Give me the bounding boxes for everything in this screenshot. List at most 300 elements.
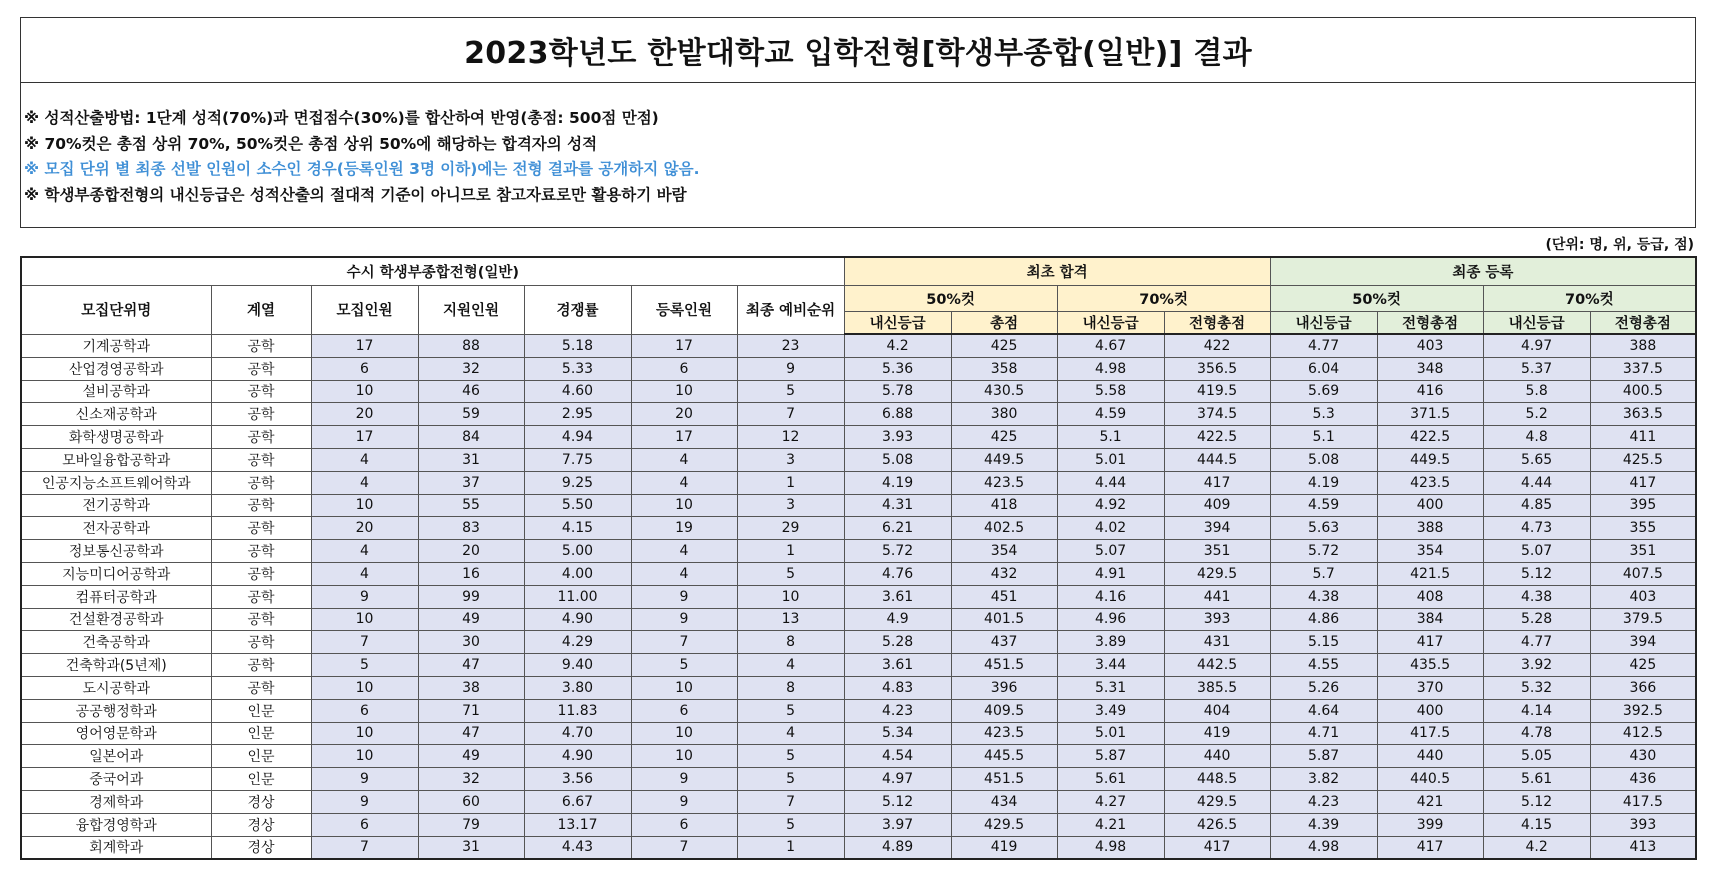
table-cell: 3.61 [844, 585, 951, 608]
table-cell: 4.98 [1057, 357, 1164, 380]
table-cell: 4.97 [844, 768, 951, 791]
table-cell: 425 [951, 426, 1057, 449]
table-cell: 6 [631, 699, 737, 722]
table-cell: 429.5 [951, 813, 1057, 836]
table-cell: 5.00 [524, 540, 631, 563]
table-cell: 409 [1164, 494, 1270, 517]
table-cell: 4.94 [524, 426, 631, 449]
table-cell: 5.87 [1057, 745, 1164, 768]
table-cell: 449.5 [1377, 448, 1483, 471]
table-cell: 358 [951, 357, 1057, 380]
table-cell: 4.8 [1483, 426, 1590, 449]
table-cell: 46 [418, 380, 524, 403]
table-cell: 3.89 [1057, 631, 1164, 654]
table-cell: 6.67 [524, 790, 631, 813]
table-cell: 4.60 [524, 380, 631, 403]
table-cell: 412.5 [1590, 722, 1696, 745]
table-cell: 4.67 [1057, 334, 1164, 357]
table-cell: 403 [1590, 585, 1696, 608]
table-cell: 4 [631, 471, 737, 494]
unit-name-cell: 일본어과 [21, 745, 211, 768]
table-cell: 6 [311, 357, 418, 380]
table-cell: 9 [631, 768, 737, 791]
table-cell: 413 [1590, 836, 1696, 859]
table-cell: 5.32 [1483, 676, 1590, 699]
table-cell: 402.5 [951, 517, 1057, 540]
table-cell: 380 [951, 403, 1057, 426]
table-cell: 351 [1164, 540, 1270, 563]
table-cell: 4.38 [1483, 585, 1590, 608]
table-cell: 4.89 [844, 836, 951, 859]
table-cell: 7 [311, 631, 418, 654]
table-cell: 451 [951, 585, 1057, 608]
col-header-quota: 모집인원 [311, 286, 418, 335]
table-cell: 388 [1590, 334, 1696, 357]
table-cell: 10 [631, 380, 737, 403]
table-cell: 38 [418, 676, 524, 699]
unit-name-cell: 전자공학과 [21, 517, 211, 540]
table-row [21, 562, 1696, 585]
table-cell: 6 [631, 357, 737, 380]
table-row [21, 357, 1696, 380]
table-cell: 432 [951, 562, 1057, 585]
field-cell: 경상 [211, 813, 311, 836]
table-cell: 448.5 [1164, 768, 1270, 791]
table-cell: 417 [1377, 836, 1483, 859]
table-cell: 17 [311, 334, 418, 357]
table-cell: 4.21 [1057, 813, 1164, 836]
table-cell: 449.5 [951, 448, 1057, 471]
table-cell: 10 [631, 745, 737, 768]
table-cell: 419 [951, 836, 1057, 859]
table-cell: 31 [418, 836, 524, 859]
table-cell: 5.87 [1270, 745, 1377, 768]
final-cut70-score: 전형총점 [1590, 312, 1696, 335]
table-cell: 337.5 [1590, 357, 1696, 380]
table-cell: 11.83 [524, 699, 631, 722]
table-cell: 5 [737, 380, 844, 403]
col-header-field: 계열 [211, 286, 311, 335]
table-cell: 4.31 [844, 494, 951, 517]
table-cell: 403 [1377, 334, 1483, 357]
table-cell: 10 [311, 676, 418, 699]
table-cell: 4.98 [1270, 836, 1377, 859]
table-cell: 23 [737, 334, 844, 357]
table-cell: 417 [1377, 631, 1483, 654]
table-cell: 423.5 [951, 471, 1057, 494]
table-cell: 49 [418, 608, 524, 631]
table-cell: 9 [311, 790, 418, 813]
table-cell: 5 [737, 699, 844, 722]
table-cell: 5.65 [1483, 448, 1590, 471]
col-header-unit: 모집단위명 [21, 286, 211, 335]
table-cell: 5.18 [524, 334, 631, 357]
table-cell: 437 [951, 631, 1057, 654]
table-cell: 440 [1377, 745, 1483, 768]
field-cell: 공학 [211, 471, 311, 494]
table-cell: 16 [418, 562, 524, 585]
table-cell: 417.5 [1377, 722, 1483, 745]
table-cell: 363.5 [1590, 403, 1696, 426]
unit-name-cell: 경제학과 [21, 790, 211, 813]
table-cell: 370 [1377, 676, 1483, 699]
table-cell: 4.59 [1270, 494, 1377, 517]
table-cell: 3.97 [844, 813, 951, 836]
table-cell: 4.00 [524, 562, 631, 585]
final-cut50-score: 전형총점 [1377, 312, 1483, 335]
table-cell: 5 [737, 562, 844, 585]
table-cell: 5.61 [1057, 768, 1164, 791]
table-cell: 4 [311, 471, 418, 494]
field-cell: 공학 [211, 608, 311, 631]
unit-name-cell: 건축학과(5년제) [21, 654, 211, 677]
table-cell: 451.5 [951, 768, 1057, 791]
table-cell: 4.77 [1483, 631, 1590, 654]
table-cell: 4.29 [524, 631, 631, 654]
table-cell: 5.07 [1483, 540, 1590, 563]
table-cell: 4.14 [1483, 699, 1590, 722]
col-header-competition: 경쟁률 [524, 286, 631, 335]
table-cell: 4.92 [1057, 494, 1164, 517]
table-cell: 10 [631, 494, 737, 517]
table-cell: 408 [1377, 585, 1483, 608]
table-cell: 7 [737, 403, 844, 426]
table-cell: 3.44 [1057, 654, 1164, 677]
table-cell: 3.92 [1483, 654, 1590, 677]
table-cell: 3.82 [1270, 768, 1377, 791]
col-header-waitlist: 최종 예비순위 [737, 286, 844, 335]
table-cell: 6.04 [1270, 357, 1377, 380]
table-cell: 6.21 [844, 517, 951, 540]
table-cell: 394 [1590, 631, 1696, 654]
table-cell: 429.5 [1164, 790, 1270, 813]
table-cell: 4.44 [1483, 471, 1590, 494]
unit-name-cell: 설비공학과 [21, 380, 211, 403]
table-cell: 37 [418, 471, 524, 494]
table-cell: 1 [737, 836, 844, 859]
field-cell: 공학 [211, 403, 311, 426]
page-title: 2023학년도 한밭대학교 입학전형[학생부종합(일반)] 결과 [21, 18, 1695, 83]
table-cell: 17 [311, 426, 418, 449]
table-cell: 4.43 [524, 836, 631, 859]
unit-name-cell: 건설환경공학과 [21, 608, 211, 631]
table-cell: 434 [951, 790, 1057, 813]
table-cell: 4.59 [1057, 403, 1164, 426]
table-cell: 5.34 [844, 722, 951, 745]
table-cell: 379.5 [1590, 608, 1696, 631]
table-row [21, 334, 1696, 357]
table-cell: 5.01 [1057, 722, 1164, 745]
table-cell: 445.5 [951, 745, 1057, 768]
section-title: 수시 학생부종합전형(일반) [21, 257, 844, 286]
table-cell: 20 [311, 403, 418, 426]
table-cell: 351 [1590, 540, 1696, 563]
table-cell: 79 [418, 813, 524, 836]
table-cell: 4.76 [844, 562, 951, 585]
table-cell: 9 [737, 357, 844, 380]
table-cell: 13.17 [524, 813, 631, 836]
table-cell: 5.12 [1483, 790, 1590, 813]
field-cell: 공학 [211, 517, 311, 540]
table-cell: 440 [1164, 745, 1270, 768]
table-cell: 5.12 [1483, 562, 1590, 585]
table-cell: 84 [418, 426, 524, 449]
table-cell: 348 [1377, 357, 1483, 380]
unit-name-cell: 화학생명공학과 [21, 426, 211, 449]
table-cell: 10 [311, 494, 418, 517]
table-cell: 5.2 [1483, 403, 1590, 426]
field-cell: 경상 [211, 836, 311, 859]
table-row [21, 699, 1696, 722]
table-cell: 5 [631, 654, 737, 677]
table-cell: 441 [1164, 585, 1270, 608]
table-cell: 3.61 [844, 654, 951, 677]
table-cell: 422.5 [1164, 426, 1270, 449]
table-cell: 423.5 [951, 722, 1057, 745]
unit-name-cell: 신소재공학과 [21, 403, 211, 426]
table-cell: 4.90 [524, 608, 631, 631]
table-cell: 7 [631, 836, 737, 859]
field-cell: 인문 [211, 699, 311, 722]
table-cell: 431 [1164, 631, 1270, 654]
table-cell: 4.19 [1270, 471, 1377, 494]
table-cell: 393 [1590, 813, 1696, 836]
table-cell: 423.5 [1377, 471, 1483, 494]
table-cell: 4.55 [1270, 654, 1377, 677]
table-row [21, 494, 1696, 517]
table-cell: 4.83 [844, 676, 951, 699]
table-cell: 355 [1590, 517, 1696, 540]
table-cell: 5.3 [1270, 403, 1377, 426]
table-cell: 1 [737, 471, 844, 494]
table-cell: 393 [1164, 608, 1270, 631]
table-cell: 435.5 [1377, 654, 1483, 677]
table-cell: 417.5 [1590, 790, 1696, 813]
table-cell: 9 [631, 790, 737, 813]
table-cell: 4.98 [1057, 836, 1164, 859]
table-cell: 5.61 [1483, 768, 1590, 791]
table-cell: 4.39 [1270, 813, 1377, 836]
table-cell: 5.72 [844, 540, 951, 563]
field-cell: 공학 [211, 380, 311, 403]
table-row [21, 676, 1696, 699]
table-cell: 4 [311, 448, 418, 471]
table-cell: 4.78 [1483, 722, 1590, 745]
field-cell: 공학 [211, 631, 311, 654]
table-cell: 4.90 [524, 745, 631, 768]
table-cell: 4.44 [1057, 471, 1164, 494]
table-cell: 5.50 [524, 494, 631, 517]
table-cell: 6.88 [844, 403, 951, 426]
table-cell: 5.37 [1483, 357, 1590, 380]
table-cell: 430 [1590, 745, 1696, 768]
note-method: ※ 성적산출방법: 1단계 성적(70%)과 면접점수(30%)를 합산하여 반영(총점: 500점 만점) [24, 109, 659, 127]
table-cell: 5.28 [1483, 608, 1590, 631]
table-cell: 9 [311, 585, 418, 608]
table-row [21, 471, 1696, 494]
table-cell: 3.80 [524, 676, 631, 699]
unit-name-cell: 융합경영학과 [21, 813, 211, 836]
initial-cut50-score: 총점 [951, 312, 1057, 335]
table-cell: 429.5 [1164, 562, 1270, 585]
table-cell: 5.72 [1270, 540, 1377, 563]
table-row [21, 631, 1696, 654]
table-cell: 4 [311, 562, 418, 585]
table-row [21, 722, 1696, 745]
field-cell: 인문 [211, 768, 311, 791]
table-cell: 426.5 [1164, 813, 1270, 836]
table-cell: 4.27 [1057, 790, 1164, 813]
table-cell: 4.15 [524, 517, 631, 540]
table-cell: 7 [311, 836, 418, 859]
table-cell: 440.5 [1377, 768, 1483, 791]
final-cut50-header: 50%컷 [1270, 286, 1483, 312]
field-cell: 경상 [211, 790, 311, 813]
table-cell: 5.36 [844, 357, 951, 380]
table-cell: 417 [1164, 471, 1270, 494]
initial-cut50-grade: 내신등급 [844, 312, 951, 335]
table-cell: 5.01 [1057, 448, 1164, 471]
table-cell: 59 [418, 403, 524, 426]
table-cell: 416 [1377, 380, 1483, 403]
table-cell: 451.5 [951, 654, 1057, 677]
initial-cut70-score: 전형총점 [1164, 312, 1270, 335]
field-cell: 공학 [211, 334, 311, 357]
table-cell: 419 [1164, 722, 1270, 745]
initial-cut70-header: 70%컷 [1057, 286, 1270, 312]
table-cell: 4 [631, 448, 737, 471]
table-cell: 385.5 [1164, 676, 1270, 699]
table-row [21, 608, 1696, 631]
table-cell: 4.91 [1057, 562, 1164, 585]
header-box [20, 17, 1696, 228]
table-cell: 99 [418, 585, 524, 608]
table-cell: 425.5 [1590, 448, 1696, 471]
notes [21, 83, 1695, 208]
field-cell: 공학 [211, 654, 311, 677]
table-cell: 4.97 [1483, 334, 1590, 357]
table-cell: 371.5 [1377, 403, 1483, 426]
table-row [21, 836, 1696, 859]
table-cell: 9 [631, 608, 737, 631]
table-cell: 425 [1590, 654, 1696, 677]
table-cell: 10 [631, 676, 737, 699]
table-cell: 4.16 [1057, 585, 1164, 608]
table-row [21, 768, 1696, 791]
table-cell: 6 [311, 813, 418, 836]
table-cell: 396 [951, 676, 1057, 699]
table-cell: 4.23 [844, 699, 951, 722]
table-cell: 3.93 [844, 426, 951, 449]
table-cell: 55 [418, 494, 524, 517]
table-cell: 7.75 [524, 448, 631, 471]
table-cell: 5 [737, 813, 844, 836]
table-cell: 5 [737, 745, 844, 768]
table-row [21, 540, 1696, 563]
unit-name-cell: 도시공학과 [21, 676, 211, 699]
field-cell: 공학 [211, 540, 311, 563]
table-cell: 4 [631, 562, 737, 585]
table-cell: 4.23 [1270, 790, 1377, 813]
table-cell: 354 [951, 540, 1057, 563]
table-cell: 366 [1590, 676, 1696, 699]
field-cell: 공학 [211, 426, 311, 449]
table-cell: 4.64 [1270, 699, 1377, 722]
table-cell: 409.5 [951, 699, 1057, 722]
table-cell: 32 [418, 768, 524, 791]
table-cell: 4.38 [1270, 585, 1377, 608]
table-cell: 4.2 [844, 334, 951, 357]
table-cell: 11.00 [524, 585, 631, 608]
note-disclosure: ※ 모집 단위 별 최종 선발 인원이 소수인 경우(등록인원 3명 이하)에는 전형 결과를 공개하지 않음. [24, 160, 700, 178]
field-cell: 공학 [211, 494, 311, 517]
table-cell: 418 [951, 494, 1057, 517]
table-cell: 9.25 [524, 471, 631, 494]
table-row [21, 745, 1696, 768]
table-cell: 10 [631, 722, 737, 745]
table-cell: 5 [737, 768, 844, 791]
table-cell: 384 [1377, 608, 1483, 631]
unit-name-cell: 산업경영공학과 [21, 357, 211, 380]
table-cell: 20 [631, 403, 737, 426]
unit-name-cell: 회계학과 [21, 836, 211, 859]
table-cell: 399 [1377, 813, 1483, 836]
table-row [21, 426, 1696, 449]
table-cell: 4.02 [1057, 517, 1164, 540]
unit-name-cell: 컴퓨터공학과 [21, 585, 211, 608]
table-cell: 4.73 [1483, 517, 1590, 540]
unit-name-cell: 전기공학과 [21, 494, 211, 517]
table-cell: 3.49 [1057, 699, 1164, 722]
unit-name-cell: 건축공학과 [21, 631, 211, 654]
table-cell: 47 [418, 722, 524, 745]
group-initial-pass: 최초 합격 [844, 257, 1270, 286]
table-cell: 7 [631, 631, 737, 654]
table-cell: 4.54 [844, 745, 951, 768]
field-cell: 공학 [211, 562, 311, 585]
table-row [21, 380, 1696, 403]
table-cell: 401.5 [951, 608, 1057, 631]
table-cell: 419.5 [1164, 380, 1270, 403]
table-cell: 388 [1377, 517, 1483, 540]
table-cell: 417 [1164, 836, 1270, 859]
note-reference: ※ 학생부종합전형의 내신등급은 성적산출의 절대적 기준이 아니므로 참고자료로만 활용하기 바람 [24, 185, 687, 204]
table-cell: 10 [737, 585, 844, 608]
table-cell: 4.2 [1483, 836, 1590, 859]
table-cell: 404 [1164, 699, 1270, 722]
table-cell: 5.33 [524, 357, 631, 380]
table-cell: 17 [631, 334, 737, 357]
table-cell: 10 [311, 745, 418, 768]
table-cell: 442.5 [1164, 654, 1270, 677]
table-cell: 3.56 [524, 768, 631, 791]
table-row [21, 517, 1696, 540]
table-cell: 5.7 [1270, 562, 1377, 585]
table-row [21, 790, 1696, 813]
table-cell: 4.15 [1483, 813, 1590, 836]
table-row [21, 403, 1696, 426]
table-cell: 5.63 [1270, 517, 1377, 540]
unit-name-cell: 중국어과 [21, 768, 211, 791]
table-cell: 5 [311, 654, 418, 677]
table-cell: 374.5 [1164, 403, 1270, 426]
table-cell: 436 [1590, 768, 1696, 791]
table-cell: 400.5 [1590, 380, 1696, 403]
unit-name-cell: 모바일융합공학과 [21, 448, 211, 471]
table-cell: 356.5 [1164, 357, 1270, 380]
table-row [21, 654, 1696, 677]
table-cell: 5.78 [844, 380, 951, 403]
